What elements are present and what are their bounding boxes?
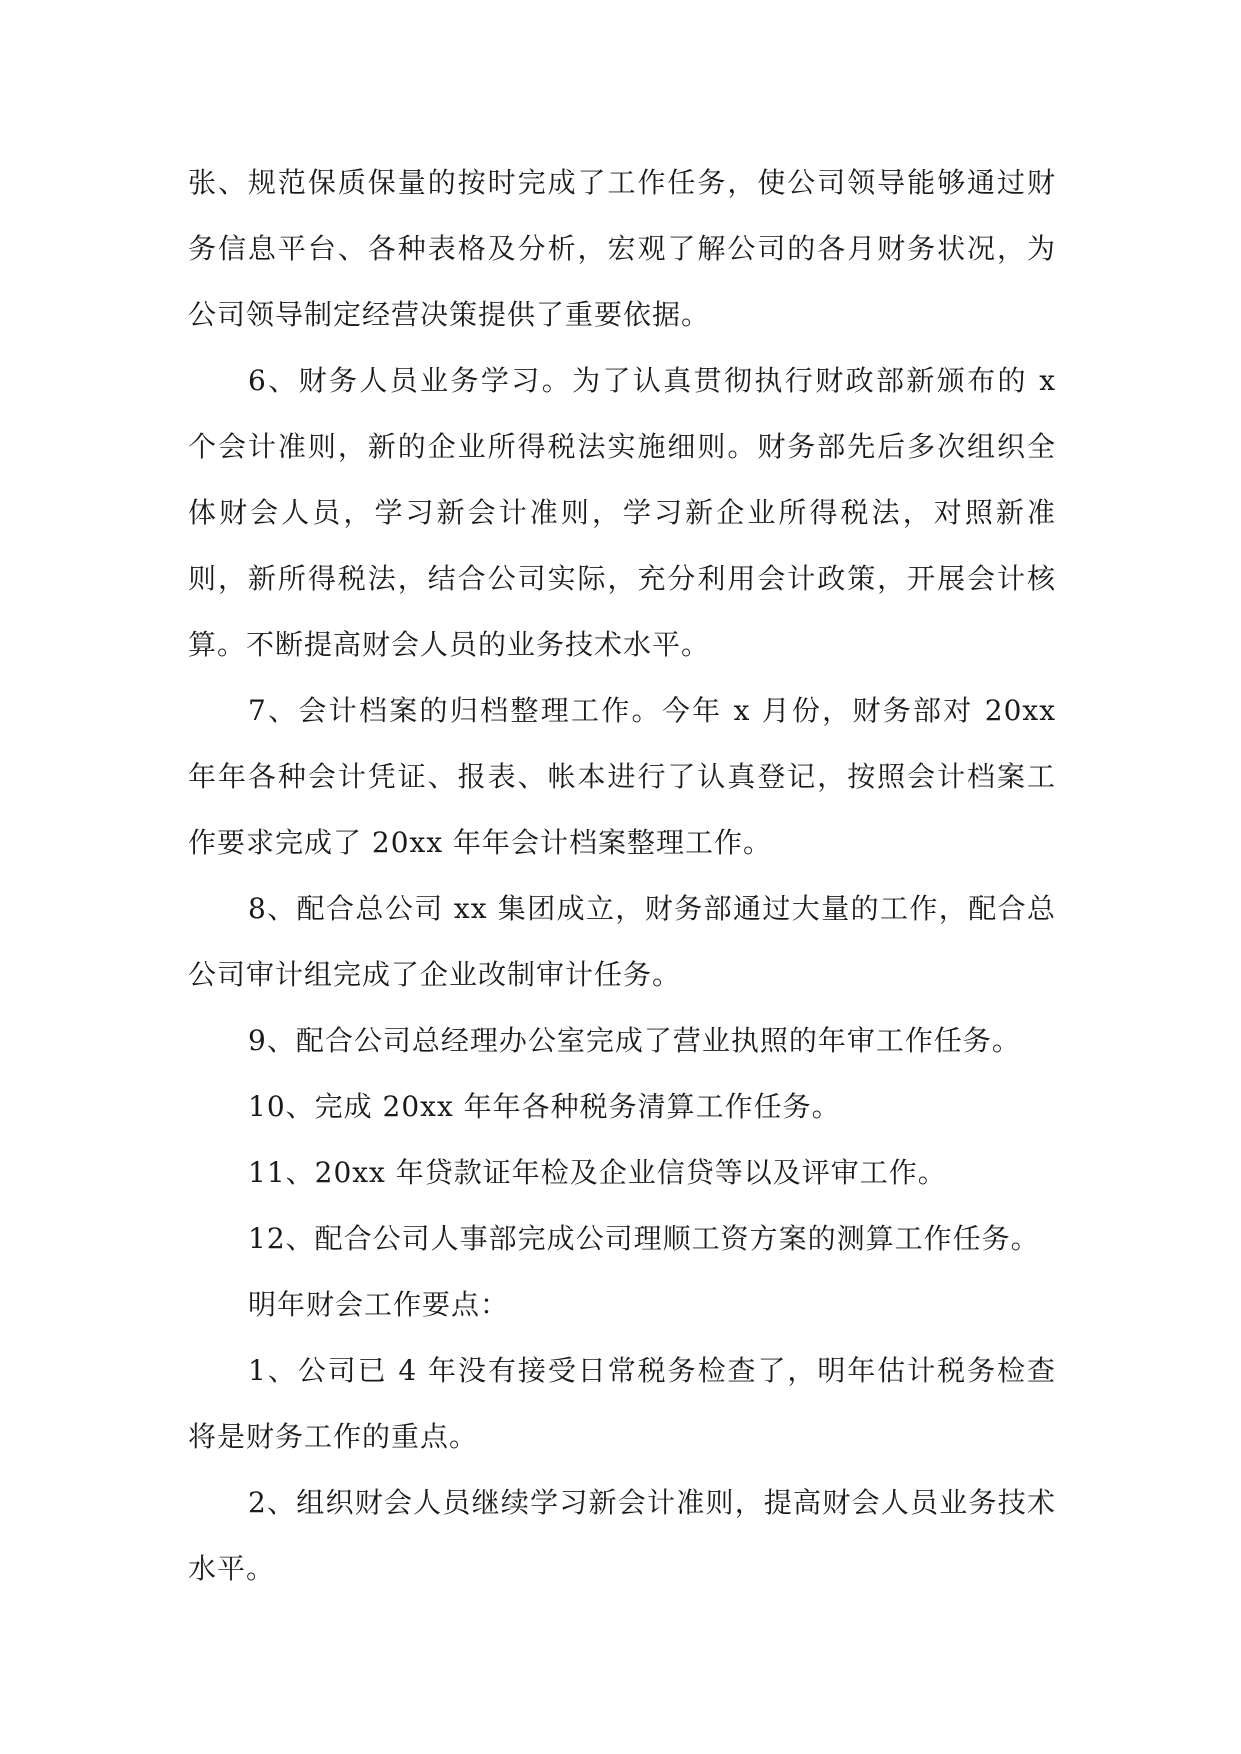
paragraph-item-8: 8、配合总公司 xx 集团成立，财务部通过大量的工作，配合总公司审计组完成了企业改制审计任务。: [188, 892, 1056, 991]
paragraph-item-12: 12、配合公司人事部完成公司理顺工资方案的测算工作任务。: [248, 1222, 1040, 1255]
paragraph-continuation: 张、规范保质保量的按时完成了工作任务，使公司领导能够通过财务信息平台、各种表格及分析，宏观了解公司的各月财务状况，为公司领导制定经营决策提供了重要依据。: [188, 166, 1056, 331]
paragraph-plan-1: 1、公司已 4 年没有接受日常税务检查了，明年估计税务检查将是财务工作的重点。: [188, 1354, 1056, 1453]
paragraph-item-9: 9、配合公司总经理办公室完成了营业执照的年审工作任务。: [248, 1024, 1021, 1057]
paragraph-item-6: 6、财务人员业务学习。为了认真贯彻执行财政部新颁布的 x 个会计准则，新的企业所得税法实施细则。财务部先后多次组织全体财会人员，学习新会计准则，学习新企业所得税法，对照新准则，新所得税法，结合公司实际，充分利用会计政策，开展会计核算。不断提高财会人员的业务技术水平。: [188, 364, 1056, 661]
document-body: [188, 150, 1056, 1602]
paragraph-item-7: 7、会计档案的归档整理工作。今年 x 月份，财务部对 20xx 年年各种会计凭证、报表、帐本进行了认真登记，按照会计档案工作要求完成了 20xx 年年会计档案整理工作。: [188, 694, 1056, 859]
section-heading-next-year: 明年财会工作要点：: [248, 1288, 510, 1321]
paragraph-plan-2: 2、组织财会人员继续学习新会计准则，提高财会人员业务技术水平。: [188, 1486, 1056, 1585]
paragraph-item-10: 10、完成 20xx 年年各种税务清算工作任务。: [248, 1090, 841, 1123]
paragraph-item-11: 11、20xx 年贷款证年检及企业信贷等以及评审工作。: [248, 1156, 947, 1189]
